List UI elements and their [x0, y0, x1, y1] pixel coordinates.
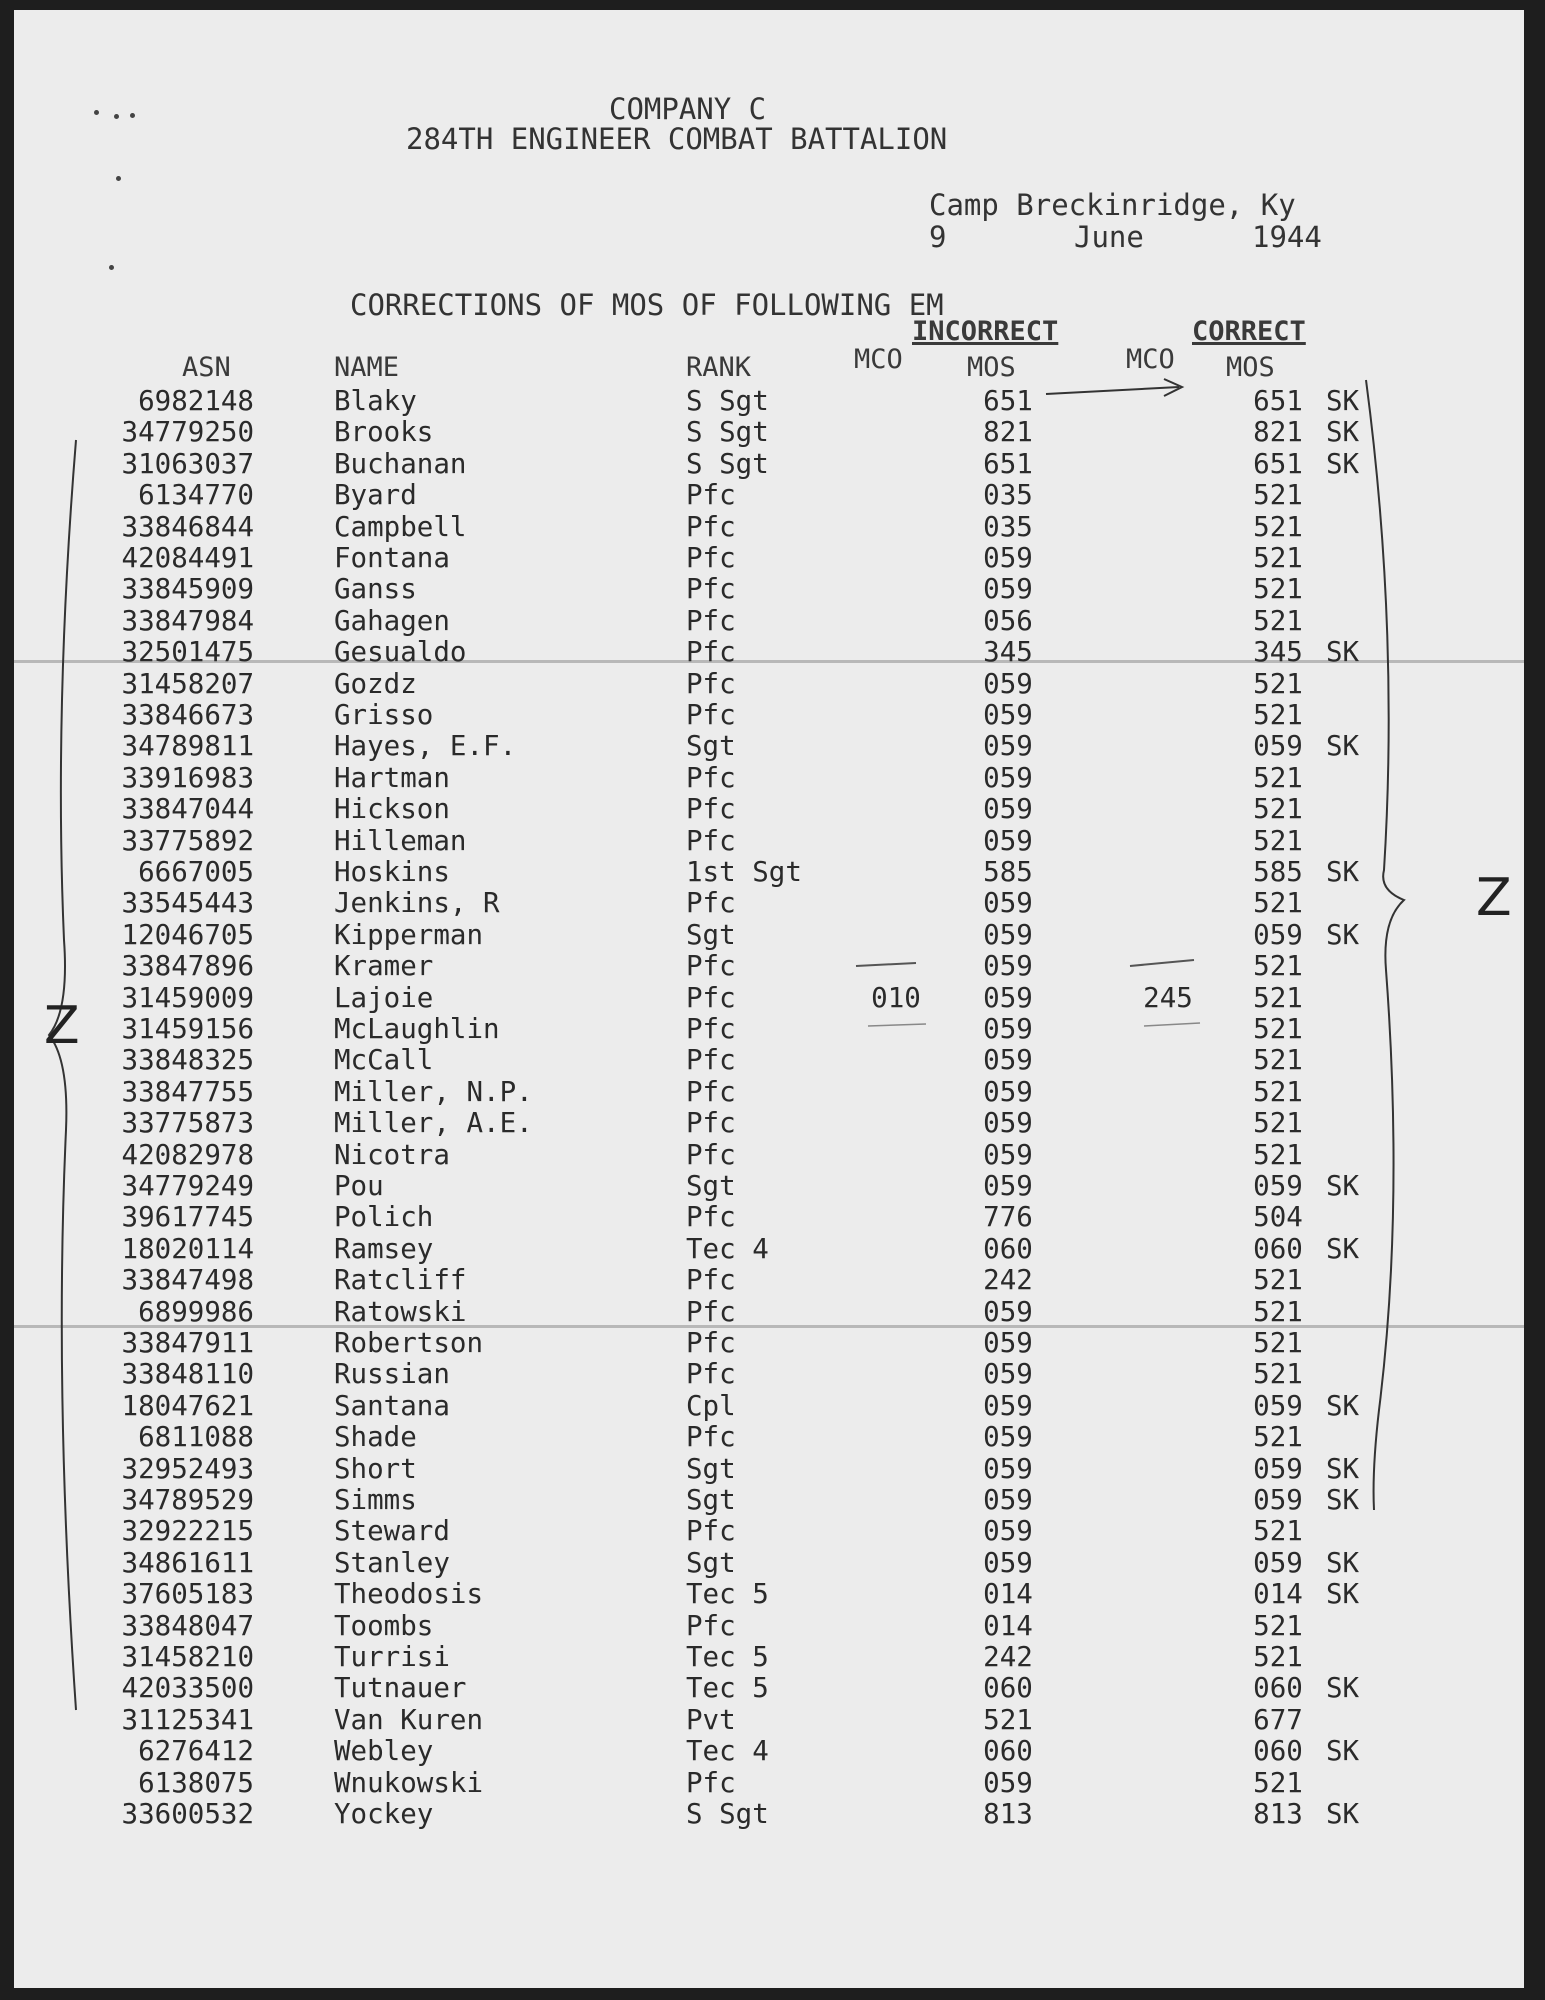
rank-cell: Pfc — [686, 1044, 736, 1077]
mos-correct-cell: 813 — [1253, 1798, 1303, 1830]
mos-incorrect-cell: 059 — [983, 1075, 1033, 1108]
mos-incorrect-cell: 059 — [983, 824, 1033, 857]
company-title: COMPANY C — [609, 92, 767, 126]
mos-correct-cell: 521 — [1253, 1358, 1303, 1391]
suffix-cell: SK — [1326, 918, 1360, 951]
rank-cell: Pfc — [686, 1201, 736, 1234]
name-cell: Buchanan — [334, 447, 467, 480]
mos-correct-cell: 059 — [1253, 1170, 1303, 1202]
asn-cell: 6138075 — [138, 1766, 254, 1799]
suffix-cell: SK — [1326, 1735, 1360, 1768]
asn-cell: 33847984 — [121, 604, 254, 637]
mos-incorrect-cell: 059 — [983, 730, 1033, 763]
rank-cell: Pvt — [686, 1703, 736, 1736]
mos-correct-cell: 521 — [1253, 1327, 1303, 1359]
name-cell: Gesualdo — [334, 636, 467, 669]
mos-incorrect-cell: 060 — [983, 1672, 1033, 1705]
mos-incorrect-cell: 035 — [983, 510, 1033, 543]
name-cell: Gahagen — [334, 604, 450, 637]
name-cell: Kramer — [334, 950, 434, 983]
rank-cell: Pfc — [686, 479, 736, 512]
mos-correct-cell: 521 — [1253, 1264, 1303, 1297]
asn-cell: 6811088 — [138, 1421, 254, 1454]
mos-incorrect-cell: 014 — [983, 1578, 1033, 1611]
asn-cell: 33847911 — [121, 1327, 254, 1359]
asn-cell: 33600532 — [121, 1798, 254, 1830]
asn-cell: 31063037 — [121, 447, 254, 480]
asn-cell: 6982148 — [138, 385, 254, 417]
mos-incorrect-cell: 059 — [983, 1452, 1033, 1485]
asn-cell: 12046705 — [121, 918, 254, 951]
mos-correct-cell: 060 — [1253, 1672, 1303, 1705]
name-cell: Brooks — [334, 416, 434, 449]
asn-cell: 34789529 — [121, 1484, 254, 1516]
suffix-cell: SK — [1326, 636, 1360, 669]
suffix-cell: SK — [1326, 416, 1360, 449]
asn-cell: 39617745 — [121, 1201, 254, 1234]
rank-cell: Sgt — [686, 918, 736, 951]
suffix-cell: SK — [1326, 1672, 1360, 1705]
date-day: 9 — [929, 220, 947, 254]
asn-cell: 33848047 — [121, 1609, 254, 1642]
suffix-cell: SK — [1326, 1232, 1360, 1265]
asn-cell: 32501475 — [121, 636, 254, 669]
rank-cell: Pfc — [686, 1609, 736, 1642]
asn-cell: 6667005 — [138, 856, 254, 888]
rank-cell: Pfc — [686, 667, 736, 700]
mco-correct-mark — [1130, 960, 1194, 966]
mos-correct-cell: 521 — [1253, 604, 1303, 637]
name-cell: Fontana — [334, 542, 450, 574]
asn-cell: 31459009 — [121, 981, 254, 1014]
mos-correct-cell: 521 — [1253, 824, 1303, 857]
incorrect-heading: INCORRECT — [912, 316, 1059, 347]
name-cell: Ganss — [334, 573, 417, 606]
battalion-title: 284TH ENGINEER COMBAT BATTALION — [406, 122, 948, 156]
asn-cell: 31125341 — [121, 1703, 254, 1736]
mos-correct-cell: 521 — [1253, 887, 1303, 920]
handwritten-z-left: Z — [44, 996, 80, 1056]
name-cell: Van Kuren — [334, 1703, 484, 1736]
name-cell: Russian — [334, 1358, 450, 1391]
mos-correct-cell: 521 — [1253, 1766, 1303, 1799]
rank-cell: Sgt — [686, 1546, 736, 1579]
mos-correct-cell: 521 — [1253, 950, 1303, 983]
name-cell: Campbell — [334, 510, 467, 543]
mos-correct-cell: 521 — [1253, 1295, 1303, 1328]
mos-incorrect-cell: 345 — [983, 636, 1033, 669]
asn-cell: 31459156 — [121, 1013, 254, 1045]
name-cell: McCall — [334, 1044, 434, 1077]
mos-incorrect-cell: 059 — [983, 1295, 1033, 1328]
asn-cell: 18047621 — [121, 1389, 254, 1422]
suffix-cell: SK — [1326, 385, 1360, 417]
asn-cell: 33545443 — [121, 887, 254, 920]
arrow-line — [1046, 387, 1179, 394]
name-cell: Lajoie — [334, 981, 434, 1014]
suffix-cell: SK — [1326, 730, 1360, 763]
mos-incorrect-cell: 059 — [983, 981, 1033, 1014]
name-cell: Pou — [334, 1170, 384, 1202]
name-cell: Miller, A.E. — [334, 1107, 533, 1140]
suffix-cell: SK — [1326, 1798, 1360, 1830]
name-cell: Jenkins, R — [334, 887, 500, 920]
asn-cell: 33847498 — [121, 1264, 254, 1297]
suffix-cell: SK — [1326, 447, 1360, 480]
rank-cell: Pfc — [686, 1358, 736, 1391]
subject-line: CORRECTIONS OF MOS OF FOLLOWING EM — [350, 288, 944, 322]
suffix-cell: SK — [1326, 1170, 1360, 1202]
mos-incorrect-cell: 059 — [983, 887, 1033, 920]
name-cell: Ramsey — [334, 1232, 434, 1265]
rank-cell: S Sgt — [686, 447, 769, 480]
mos-incorrect-cell: 059 — [983, 667, 1033, 700]
mos-incorrect-cell: 059 — [983, 1358, 1033, 1391]
rank-cell: Pfc — [686, 887, 736, 920]
rank-cell: S Sgt — [686, 416, 769, 449]
name-cell: Steward — [334, 1515, 450, 1548]
mos-incorrect-cell: 651 — [983, 447, 1033, 480]
asn-cell: 6276412 — [138, 1735, 254, 1768]
mos-incorrect-cell: 651 — [983, 385, 1033, 417]
name-cell: Hoskins — [334, 856, 450, 888]
mos-incorrect-cell: 059 — [983, 1327, 1033, 1359]
asn-cell: 33916983 — [121, 761, 254, 794]
mos-correct-cell: 521 — [1253, 1138, 1303, 1171]
mos-correct-cell: 060 — [1253, 1735, 1303, 1768]
mos-incorrect-header: MOS — [967, 352, 1016, 383]
document-page — [14, 10, 1524, 1988]
mos-correct-cell: 014 — [1253, 1578, 1303, 1611]
rank-cell: S Sgt — [686, 385, 769, 417]
mos-incorrect-cell: 059 — [983, 1044, 1033, 1077]
mos-incorrect-cell: 035 — [983, 479, 1033, 512]
mos-correct-cell: 651 — [1253, 447, 1303, 480]
rank-cell: Pfc — [686, 542, 736, 574]
mos-incorrect-cell: 014 — [983, 1609, 1033, 1642]
mco-correct-underline — [1144, 1023, 1200, 1026]
mos-incorrect-cell: 060 — [983, 1735, 1033, 1768]
mos-incorrect-cell: 059 — [983, 1766, 1033, 1799]
rank-cell: Pfc — [686, 604, 736, 637]
name-cell: Simms — [334, 1484, 417, 1516]
mos-correct-cell: 060 — [1253, 1232, 1303, 1265]
suffix-cell: SK — [1326, 1452, 1360, 1485]
rank-cell: Pfc — [686, 1515, 736, 1548]
rank-cell: Tec 5 — [686, 1641, 769, 1673]
rank-cell: Pfc — [686, 573, 736, 606]
rank-cell: Pfc — [686, 950, 736, 983]
name-cell: Robertson — [334, 1327, 484, 1359]
mos-correct-cell: 521 — [1253, 761, 1303, 794]
asn-cell: 33845909 — [121, 573, 254, 606]
asn-cell: 31458207 — [121, 667, 254, 700]
mos-incorrect-cell: 059 — [983, 699, 1033, 731]
mos-correct-cell: 059 — [1253, 1484, 1303, 1516]
rank-cell: Pfc — [686, 1327, 736, 1359]
mos-correct-cell: 059 — [1253, 918, 1303, 951]
rank-cell: Tec 5 — [686, 1578, 769, 1611]
mos-correct-cell: 059 — [1253, 1389, 1303, 1422]
mos-correct-cell: 345 — [1253, 636, 1303, 669]
mos-incorrect-cell: 059 — [983, 1107, 1033, 1140]
rank-cell: Pfc — [686, 1013, 736, 1045]
mos-correct-cell: 059 — [1253, 1546, 1303, 1579]
rank-cell: Pfc — [686, 1295, 736, 1328]
mos-incorrect-cell: 059 — [983, 1515, 1033, 1548]
rank-cell: Pfc — [686, 1107, 736, 1140]
rank-cell: Sgt — [686, 1484, 736, 1516]
asn-cell: 33846673 — [121, 699, 254, 731]
rank-cell: Tec 4 — [686, 1232, 769, 1265]
asn-cell: 31458210 — [121, 1641, 254, 1673]
name-cell: Turrisi — [334, 1641, 450, 1673]
rank-cell: Pfc — [686, 1075, 736, 1108]
asn-cell: 34779249 — [121, 1170, 254, 1202]
mos-correct-cell: 521 — [1253, 1107, 1303, 1140]
mos-incorrect-cell: 059 — [983, 1170, 1033, 1202]
asn-cell: 32952493 — [121, 1452, 254, 1485]
mos-correct-cell: 059 — [1253, 1452, 1303, 1485]
mco-correct-header: MCO — [1126, 344, 1175, 375]
mos-incorrect-cell: 521 — [983, 1703, 1033, 1736]
mos-correct-cell: 521 — [1253, 573, 1303, 606]
mos-correct-cell: 521 — [1253, 1641, 1303, 1673]
mos-correct-cell: 521 — [1253, 793, 1303, 826]
mos-correct-cell: 651 — [1253, 385, 1303, 417]
name-cell: Hayes, E.F. — [334, 730, 517, 763]
correct-heading: CORRECT — [1192, 316, 1306, 347]
name-cell: Hickson — [334, 793, 450, 826]
rank-cell: Pfc — [686, 793, 736, 826]
name-cell: Byard — [334, 479, 417, 512]
handwritten-z-right: Z — [1476, 868, 1512, 928]
name-cell: Tutnauer — [334, 1672, 467, 1705]
rank-cell: Tec 4 — [686, 1735, 769, 1768]
asn-cell: 6134770 — [138, 479, 254, 512]
mco-incorrect-cell: 010 — [871, 981, 921, 1014]
mos-incorrect-cell: 821 — [983, 416, 1033, 449]
date-month: June — [1074, 220, 1144, 254]
asn-cell: 33775873 — [121, 1107, 254, 1140]
suffix-cell: SK — [1326, 1389, 1360, 1422]
asn-header: ASN — [182, 352, 231, 383]
asn-cell: 33775892 — [121, 824, 254, 857]
asn-cell: 33847755 — [121, 1075, 254, 1108]
left-bracket — [49, 440, 76, 1710]
mos-incorrect-cell: 056 — [983, 604, 1033, 637]
asn-cell: 33847896 — [121, 950, 254, 983]
asn-cell: 33848325 — [121, 1044, 254, 1077]
suffix-cell: SK — [1326, 1546, 1360, 1579]
mco-incorrect-header: MCO — [854, 344, 903, 375]
mos-correct-cell: 521 — [1253, 1515, 1303, 1548]
asn-cell: 33848110 — [121, 1358, 254, 1391]
rank-cell: 1st Sgt — [686, 856, 802, 888]
mos-correct-cell: 585 — [1253, 856, 1303, 888]
mos-incorrect-cell: 059 — [983, 1013, 1033, 1045]
mos-incorrect-cell: 059 — [983, 1546, 1033, 1579]
asn-cell: 6899986 — [138, 1295, 254, 1328]
name-header: NAME — [334, 352, 400, 383]
mos-correct-cell: 821 — [1253, 416, 1303, 449]
rank-cell: Pfc — [686, 699, 736, 731]
name-cell: Nicotra — [334, 1138, 450, 1171]
name-cell: Ratowski — [334, 1295, 467, 1328]
rank-cell: Sgt — [686, 1452, 736, 1485]
mos-incorrect-cell: 059 — [983, 1138, 1033, 1171]
mos-incorrect-cell: 059 — [983, 950, 1033, 983]
handwritten-annotations — [14, 10, 1524, 1988]
rank-cell: Pfc — [686, 1421, 736, 1454]
mos-correct-cell: 521 — [1253, 981, 1303, 1014]
mos-incorrect-cell: 585 — [983, 856, 1033, 888]
name-cell: McLaughlin — [334, 1013, 500, 1045]
rank-cell: Pfc — [686, 510, 736, 543]
mos-incorrect-cell: 059 — [983, 573, 1033, 606]
mos-correct-cell: 521 — [1253, 1044, 1303, 1077]
mos-correct-header: MOS — [1226, 352, 1275, 383]
location: Camp Breckinridge, Ky — [929, 188, 1296, 222]
mos-incorrect-cell: 059 — [983, 1389, 1033, 1422]
mos-incorrect-cell: 242 — [983, 1641, 1033, 1673]
mos-correct-cell: 521 — [1253, 1609, 1303, 1642]
date-year: 1944 — [1252, 220, 1322, 254]
rank-cell: Cpl — [686, 1389, 736, 1422]
name-cell: Gozdz — [334, 667, 417, 700]
asn-cell: 34789811 — [121, 730, 254, 763]
name-cell: Stanley — [334, 1546, 450, 1579]
asn-cell: 33847044 — [121, 793, 254, 826]
name-cell: Polich — [334, 1201, 434, 1234]
mos-incorrect-cell: 059 — [983, 1421, 1033, 1454]
asn-cell: 34779250 — [121, 416, 254, 449]
asn-cell: 42084491 — [121, 542, 254, 574]
mos-correct-cell: 521 — [1253, 479, 1303, 512]
name-cell: Theodosis — [334, 1578, 484, 1611]
mos-correct-cell: 521 — [1253, 1421, 1303, 1454]
mos-correct-cell: 521 — [1253, 542, 1303, 574]
mos-incorrect-cell: 059 — [983, 542, 1033, 574]
suffix-cell: SK — [1326, 1578, 1360, 1611]
asn-cell: 18020114 — [121, 1232, 254, 1265]
mco-incorrect-mark — [856, 963, 916, 966]
name-cell: Shade — [334, 1421, 417, 1454]
asn-cell: 32922215 — [121, 1515, 254, 1548]
asn-cell: 34861611 — [121, 1546, 254, 1579]
name-cell: Hartman — [334, 761, 450, 794]
suffix-cell: SK — [1326, 1484, 1360, 1516]
mos-incorrect-cell: 059 — [983, 1484, 1033, 1516]
mco-correct-cell: 245 — [1143, 981, 1193, 1014]
rank-cell: Sgt — [686, 730, 736, 763]
rank-cell: Pfc — [686, 1264, 736, 1297]
mos-incorrect-cell: 059 — [983, 918, 1033, 951]
asn-cell: 42082978 — [121, 1138, 254, 1171]
asn-cell: 33846844 — [121, 510, 254, 543]
rank-cell: Pfc — [686, 636, 736, 669]
rank-cell: Sgt — [686, 1170, 736, 1202]
suffix-cell: SK — [1326, 856, 1360, 888]
rank-cell: Pfc — [686, 761, 736, 794]
name-cell: Miller, N.P. — [334, 1075, 533, 1108]
mos-incorrect-cell: 059 — [983, 793, 1033, 826]
mos-correct-cell: 521 — [1253, 1075, 1303, 1108]
asn-cell: 42033500 — [121, 1672, 254, 1705]
name-cell: Toombs — [334, 1609, 434, 1642]
name-cell: Webley — [334, 1735, 434, 1768]
rank-cell: S Sgt — [686, 1798, 769, 1830]
name-cell: Kipperman — [334, 918, 484, 951]
name-cell: Hilleman — [334, 824, 467, 857]
name-cell: Wnukowski — [334, 1766, 484, 1799]
mos-correct-cell: 677 — [1253, 1703, 1303, 1736]
name-cell: Blaky — [334, 385, 417, 417]
mos-incorrect-cell: 059 — [983, 761, 1033, 794]
rank-cell: Pfc — [686, 824, 736, 857]
rank-header: RANK — [686, 352, 752, 383]
mos-correct-cell: 504 — [1253, 1201, 1303, 1234]
name-cell: Yockey — [334, 1798, 434, 1830]
rank-cell: Tec 5 — [686, 1672, 769, 1705]
mos-correct-cell: 521 — [1253, 1013, 1303, 1045]
mos-correct-cell: 521 — [1253, 667, 1303, 700]
rank-cell: Pfc — [686, 1138, 736, 1171]
mos-correct-cell: 521 — [1253, 699, 1303, 731]
name-cell: Santana — [334, 1389, 450, 1422]
asn-cell: 37605183 — [121, 1578, 254, 1611]
rank-cell: Pfc — [686, 981, 736, 1014]
mos-correct-cell: 521 — [1253, 510, 1303, 543]
name-cell: Ratcliff — [334, 1264, 467, 1297]
mos-correct-cell: 059 — [1253, 730, 1303, 763]
rank-cell: Pfc — [686, 1766, 736, 1799]
mco-incorrect-underline — [868, 1024, 926, 1026]
name-cell: Grisso — [334, 699, 434, 731]
name-cell: Short — [334, 1452, 417, 1485]
right-bracket — [1366, 380, 1404, 1510]
mos-incorrect-cell: 813 — [983, 1798, 1033, 1830]
mos-incorrect-cell: 060 — [983, 1232, 1033, 1265]
mos-incorrect-cell: 242 — [983, 1264, 1033, 1297]
mos-incorrect-cell: 776 — [983, 1201, 1033, 1234]
